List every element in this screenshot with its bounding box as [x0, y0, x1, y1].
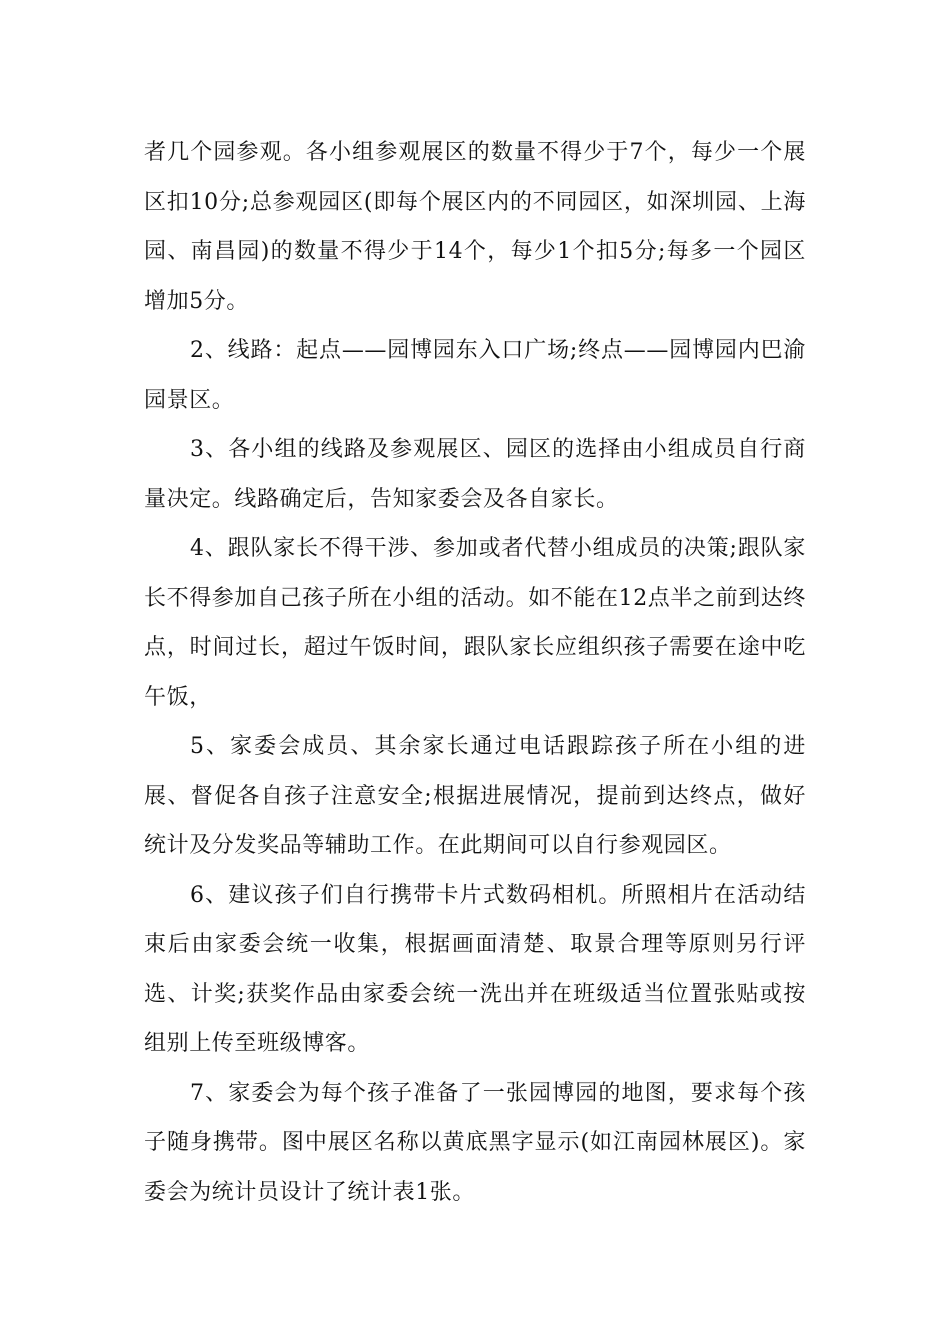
paragraph-4: 4、跟队家长不得干涉、参加或者代替小组成员的决策;跟队家长不得参加自己孩子所在小组的活动。如不能在12点半之前到达终点，时间过长，超过午饭时间，跟队家长应组织孩子需要在途中吃午饭， [144, 536, 806, 710]
paragraph-3: 3、各小组的线路及参观展区、园区的选择由小组成员自行商量决定。线路确定后，告知家委会及各自家长。 [144, 437, 806, 512]
paragraph-2: 2、线路：起点——园博园东入口广场;终点——园博园内巴渝园景区。 [144, 338, 806, 413]
paragraph-7: 7、家委会为每个孩子准备了一张园博园的地图，要求每个孩子随身携带。图中展区名称以黄底黑字显示(如江南园林展区)。家委会为统计员设计了统计表1张。 [144, 1080, 806, 1205]
paragraph-1: 者几个园参观。各小组参观展区的数量不得少于7个，每少一个展区扣10分;总参观园区(即每个展区内的不同园区，如深圳园、上海园、南昌园)的数量不得少于14个，每少1个扣5分;每多一个园区增加5分。 [144, 140, 806, 314]
paragraph-6: 6、建议孩子们自行携带卡片式数码相机。所照相片在活动结束后由家委会统一收集，根据画面清楚、取景合理等原则另行评选、计奖;获奖作品由家委会统一洗出并在班级适当位置张贴或按组别上传至班级博客。 [144, 882, 806, 1056]
paragraph-5: 5、家委会成员、其余家长通过电话跟踪孩子所在小组的进展、督促各自孩子注意安全;根据进展情况，提前到达终点，做好统计及分发奖品等辅助工作。在此期间可以自行参观园区。 [144, 734, 806, 858]
document-body [144, 128, 806, 1217]
